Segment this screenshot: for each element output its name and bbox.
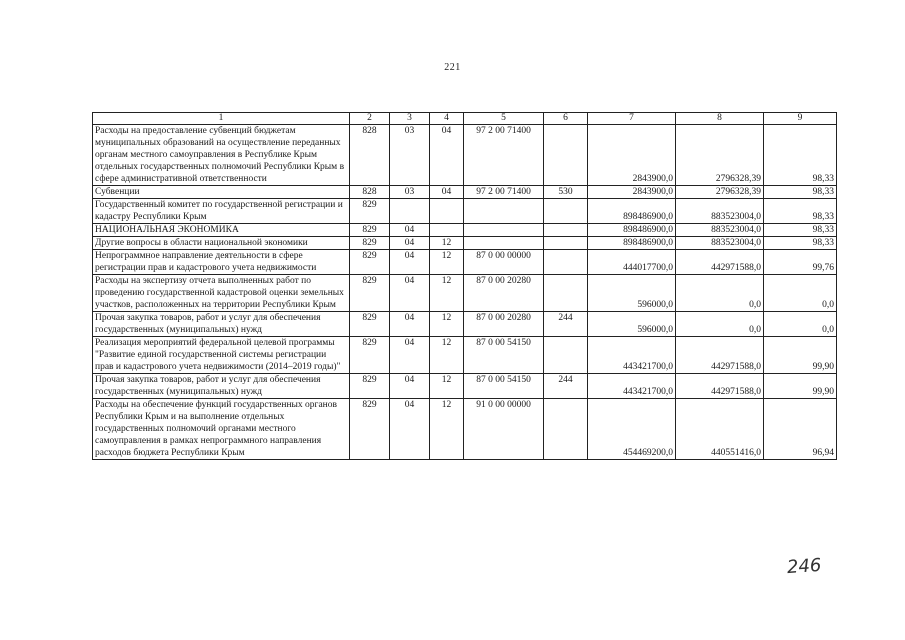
row-actual-amount: 883523004,0 <box>676 199 764 224</box>
header-cell-8: 8 <box>676 113 764 125</box>
row-ministry-code: 829 <box>350 275 390 312</box>
row-expense-type <box>544 237 588 250</box>
row-expense-type <box>544 337 588 374</box>
row-percent: 96,94 <box>764 399 837 460</box>
row-ministry-code: 829 <box>350 399 390 460</box>
row-name: Расходы на предоставление субвенций бюджетам муниципальных образований на осуществление переданных органам местного самоуправления в Республике Крым отдельных государственных полномочий Республики Крым в сфере административной ответственности <box>93 125 350 186</box>
table-row <box>93 374 837 399</box>
row-section-code: 04 <box>390 399 430 460</box>
row-percent: 0,0 <box>764 275 837 312</box>
row-actual-amount: 442971588,0 <box>676 337 764 374</box>
row-target-article: 91 0 00 00000 <box>464 399 544 460</box>
row-planned-amount: 2843900,0 <box>588 186 676 199</box>
row-actual-amount: 440551416,0 <box>676 399 764 460</box>
row-actual-amount: 0,0 <box>676 312 764 337</box>
row-target-article: 87 0 00 20280 <box>464 312 544 337</box>
header-cell-9: 9 <box>764 113 837 125</box>
header-cell-3: 3 <box>390 113 430 125</box>
row-ministry-code: 829 <box>350 250 390 275</box>
row-expense-type <box>544 275 588 312</box>
row-actual-amount: 0,0 <box>676 275 764 312</box>
row-ministry-code: 829 <box>350 374 390 399</box>
row-target-article: 87 0 00 54150 <box>464 337 544 374</box>
row-name: Субвенции <box>93 186 350 199</box>
row-ministry-code: 829 <box>350 237 390 250</box>
table-row <box>93 337 837 374</box>
row-expense-type <box>544 224 588 237</box>
page-number: 221 <box>444 62 461 73</box>
row-name: Непрограммное направление деятельности в сфере регистрации прав и кадастрового учета недвижимости <box>93 250 350 275</box>
row-target-article: 87 0 00 00000 <box>464 250 544 275</box>
header-cell-7: 7 <box>588 113 676 125</box>
row-subsection-code: 04 <box>430 125 464 186</box>
table-body <box>93 113 837 460</box>
row-subsection-code: 12 <box>430 337 464 374</box>
row-subsection-code: 04 <box>430 186 464 199</box>
row-subsection-code: 12 <box>430 275 464 312</box>
row-ministry-code: 828 <box>350 125 390 186</box>
row-ministry-code: 829 <box>350 199 390 224</box>
row-section-code: 04 <box>390 275 430 312</box>
row-subsection-code: 12 <box>430 237 464 250</box>
handwritten-page-number: 246 <box>786 554 823 579</box>
row-section-code: 04 <box>390 237 430 250</box>
row-section-code: 04 <box>390 374 430 399</box>
table-row <box>93 237 837 250</box>
row-actual-amount: 2796328,39 <box>676 125 764 186</box>
row-section-code: 03 <box>390 186 430 199</box>
row-actual-amount: 883523004,0 <box>676 224 764 237</box>
row-ministry-code: 828 <box>350 186 390 199</box>
row-name: Прочая закупка товаров, работ и услуг для обеспечения государственных (муниципальных) нужд <box>93 374 350 399</box>
row-target-article <box>464 237 544 250</box>
row-name: Расходы на экспертизу отчета выполненных работ по проведению государственной кадастровой оценки земельных участков, расположенных на территории Республики Крым <box>93 275 350 312</box>
row-target-article <box>464 224 544 237</box>
header-cell-6: 6 <box>544 113 588 125</box>
table-row <box>93 224 837 237</box>
row-name: Прочая закупка товаров, работ и услуг для обеспечения государственных (муниципальных) нужд <box>93 312 350 337</box>
row-planned-amount: 898486900,0 <box>588 199 676 224</box>
row-section-code: 03 <box>390 125 430 186</box>
row-expense-type: 244 <box>544 374 588 399</box>
row-expense-type: 244 <box>544 312 588 337</box>
row-ministry-code: 829 <box>350 312 390 337</box>
row-percent: 98,33 <box>764 199 837 224</box>
row-target-article <box>464 199 544 224</box>
header-cell-1: 1 <box>93 113 350 125</box>
row-name: НАЦИОНАЛЬНАЯ ЭКОНОМИКА <box>93 224 350 237</box>
row-planned-amount: 444017700,0 <box>588 250 676 275</box>
table-row <box>93 186 837 199</box>
row-expense-type: 530 <box>544 186 588 199</box>
row-ministry-code: 829 <box>350 337 390 374</box>
table-row <box>93 199 837 224</box>
table-row <box>93 275 837 312</box>
row-planned-amount: 454469200,0 <box>588 399 676 460</box>
row-percent: 0,0 <box>764 312 837 337</box>
row-section-code: 04 <box>390 337 430 374</box>
row-expense-type <box>544 199 588 224</box>
table-row <box>93 312 837 337</box>
row-name: Государственный комитет по государственной регистрации и кадастру Республики Крым <box>93 199 350 224</box>
row-subsection-code <box>430 224 464 237</box>
row-name: Реализация мероприятий федеральной целевой программы "Развитие единой государственной системы регистрации прав и кадастрового учета недвижимости (2014–2019 годы)" <box>93 337 350 374</box>
row-target-article: 87 0 00 54150 <box>464 374 544 399</box>
row-planned-amount: 898486900,0 <box>588 237 676 250</box>
header-cell-4: 4 <box>430 113 464 125</box>
row-percent: 99,76 <box>764 250 837 275</box>
row-expense-type <box>544 250 588 275</box>
table-row <box>93 399 837 460</box>
row-actual-amount: 442971588,0 <box>676 250 764 275</box>
row-percent: 99,90 <box>764 374 837 399</box>
row-planned-amount: 898486900,0 <box>588 224 676 237</box>
row-section-code: 04 <box>390 312 430 337</box>
row-section-code: 04 <box>390 224 430 237</box>
row-planned-amount: 596000,0 <box>588 275 676 312</box>
table-row <box>93 125 837 186</box>
row-section-code: 04 <box>390 250 430 275</box>
row-expense-type <box>544 125 588 186</box>
row-subsection-code: 12 <box>430 312 464 337</box>
row-planned-amount: 2843900,0 <box>588 125 676 186</box>
header-cell-5: 5 <box>464 113 544 125</box>
budget-table <box>92 112 837 460</box>
row-percent: 98,33 <box>764 186 837 199</box>
row-actual-amount: 2796328,39 <box>676 186 764 199</box>
row-percent: 98,33 <box>764 237 837 250</box>
table-header-row <box>93 113 837 125</box>
row-section-code <box>390 199 430 224</box>
row-percent: 98,33 <box>764 125 837 186</box>
row-subsection-code: 12 <box>430 250 464 275</box>
row-actual-amount: 442971588,0 <box>676 374 764 399</box>
row-subsection-code <box>430 199 464 224</box>
row-expense-type <box>544 399 588 460</box>
row-percent: 99,90 <box>764 337 837 374</box>
table-row <box>93 250 837 275</box>
row-target-article: 97 2 00 71400 <box>464 186 544 199</box>
row-planned-amount: 443421700,0 <box>588 337 676 374</box>
row-subsection-code: 12 <box>430 374 464 399</box>
row-name: Расходы на обеспечение функций государственных органов Республики Крым и на выполнение отдельных государственных полномочий органами местного самоуправления в рамках непрограммного направления расходов бюджета Республики Крым <box>93 399 350 460</box>
row-planned-amount: 443421700,0 <box>588 374 676 399</box>
row-planned-amount: 596000,0 <box>588 312 676 337</box>
row-target-article: 87 0 00 20280 <box>464 275 544 312</box>
row-actual-amount: 883523004,0 <box>676 237 764 250</box>
row-percent: 98,33 <box>764 224 837 237</box>
row-name: Другие вопросы в области национальной экономики <box>93 237 350 250</box>
row-subsection-code: 12 <box>430 399 464 460</box>
header-cell-2: 2 <box>350 113 390 125</box>
row-target-article: 97 2 00 71400 <box>464 125 544 186</box>
row-ministry-code: 829 <box>350 224 390 237</box>
